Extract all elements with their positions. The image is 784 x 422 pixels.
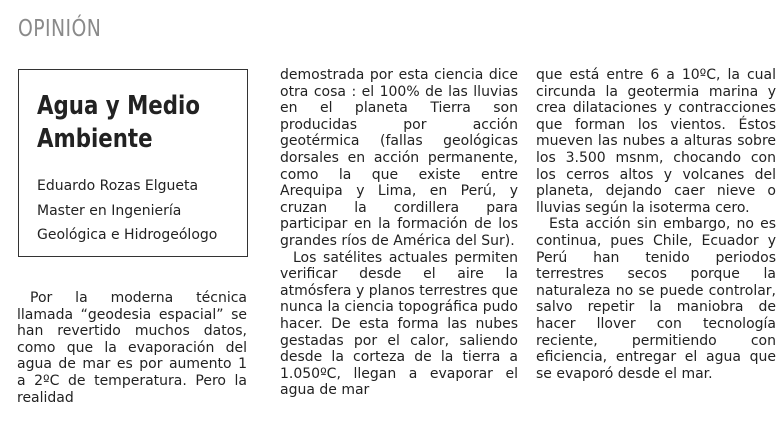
paragraph: que está entre 6 a 10ºC, la cual circunda la geotermia marina y crea dilataciones y contracciones que forman los vientos. Éstos mueven las nubes a alturas sobre los 3.500 msnm, chocando con los cerros altos y volcanes del planeta, dejando caer nieve o lluvias según la isoterma cero. [536, 67, 776, 216]
article-column-1 [17, 290, 247, 406]
section-heading: OPINIÓN [18, 16, 102, 42]
author-name: Eduardo Rozas Elgueta [37, 178, 199, 194]
article-header-box [18, 69, 248, 257]
author-credential-2: Geológica e Hidrogeólogo [37, 227, 218, 243]
author-credential-1: Master en Ingeniería [37, 203, 182, 219]
paragraph: demostrada por esta ciencia dice otra cosa : el 100% de las lluvias en el planeta Tierra son producidas por acción geotérmica (fallas geológicas dorsales en acción permanente, como la que existe entre Arequipa y Lima, en Perú, y cruzan la cordillera para participar en la formación de los grandes ríos de América del Sur). [280, 67, 518, 249]
article-title-line-1: Agua y Medio [37, 91, 200, 121]
paragraph: Los satélites actuales permiten verificar desde el aire la atmósfera y planos terrestres que nunca la ciencia topográfica pudo hacer. De esta forma las nubes gestadas por el calor, saliendo desde la corteza de la tierra a 1.050ºC, llegan a evaporar el agua de mar [280, 249, 518, 399]
article-column-3 [536, 67, 776, 382]
paragraph: Esta acción sin embargo, no es continua, pues Chile, Ecuador y Perú han tenido periodos terrestres secos porque la naturaleza no se puede controlar, salvo repetir la maniobra de hacer llover con tecnología reciente, permitiendo con eficiencia, entregar el agua que se evaporó desde el mar. [536, 216, 776, 382]
paragraph: Por la moderna técnica llamada “geodesia espacial” se han revertido muchos datos, como que la evaporación del agua de mar es por aumento 1 a 2ºC de temperatura. Pero la realidad [17, 290, 247, 406]
article-column-2 [280, 67, 518, 399]
article-title [37, 90, 226, 156]
article-title-line-2: Ambiente [37, 124, 153, 154]
